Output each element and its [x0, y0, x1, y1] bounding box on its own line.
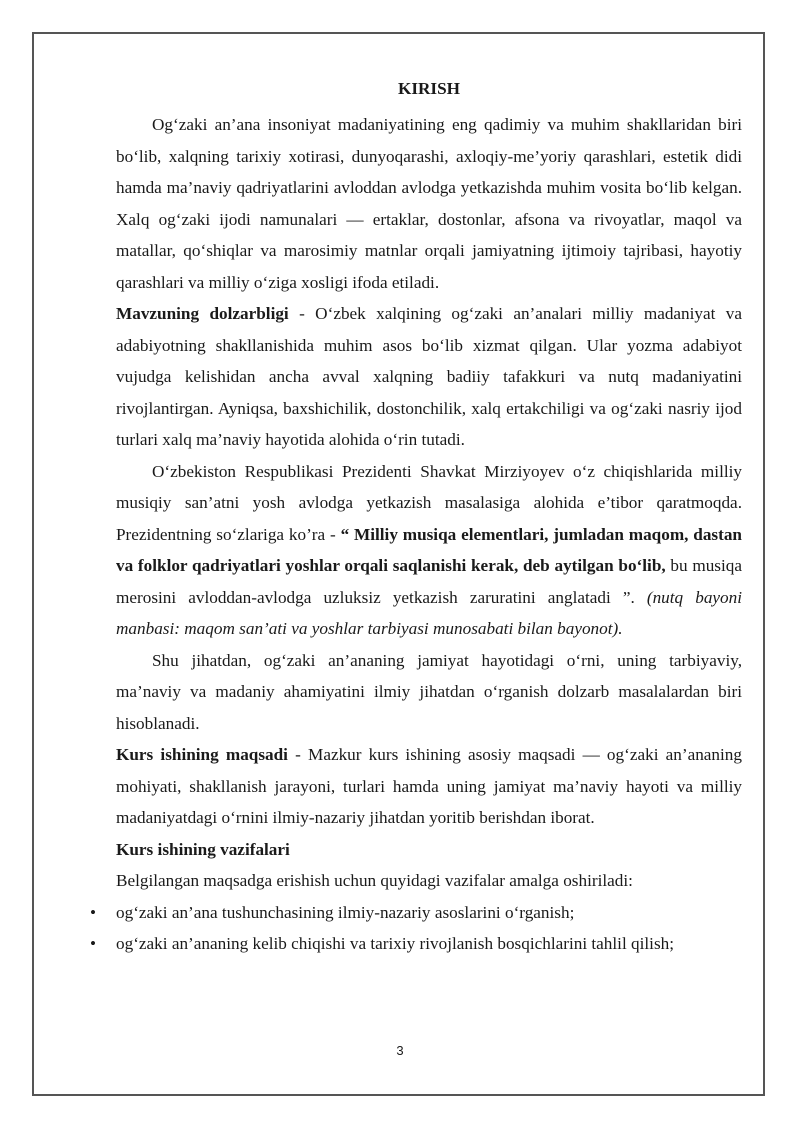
tasks-heading: Kurs ishining vazifalari: [116, 839, 290, 859]
significance-paragraph: Shu jihatdan, og‘zaki an’ananing jamiyat hayotidagi o‘rni, uning tarbiyaviy, ma’naviy va madaniy ahamiyatini ilmiy jihatdan o‘rganish dolzarb masalalardan biri hisoblanadi.: [116, 650, 742, 733]
goal-paragraph: [116, 739, 742, 834]
relevance-paragraph: [116, 298, 742, 456]
list-item: [90, 928, 742, 960]
bullet-icon: •: [90, 934, 97, 953]
list-item: [90, 897, 742, 929]
quote-source-note: (nutq bayoni manbasi: maqom san’ati va yoshlar tarbiyasi munosabati bilan bayonot).: [116, 587, 743, 638]
page-number: 3: [396, 1043, 404, 1058]
goal-heading: Kurs ishining maqsadi: [116, 745, 288, 764]
list-item-text: og‘zaki an’ana tushunchasining ilmiy-nazariy asoslarini o‘rganish;: [116, 902, 575, 922]
quote-bold-text: “ Milliy musiqa elementlari, jumladan maqom, dastan va folklor qadriyatlari yoshlar orqali saqlanishi kerak, deb aytilgan bo‘lib,: [116, 524, 742, 575]
relevance-heading: Mavzuning dolzarbligi: [116, 304, 289, 323]
bullet-icon: •: [90, 902, 97, 922]
tasks-list: [90, 897, 742, 960]
goal-text: - Mazkur kurs ishining asosiy maqsadi — og‘zaki an’ananing mohiyati, shakllanish jarayoni, turlari hamda uning jamiyat ma’naviy hayoti va milliy madaniyatdagi o‘rnini ilmiy-nazariy jihatdan yoritib berishdan iborat.: [116, 745, 742, 827]
tasks-intro: Belgilangan maqsadga erishish uchun quyidagi vazifalar amalga oshiriladi:: [116, 871, 633, 890]
page-title: KIRISH: [397, 79, 461, 98]
document-body: [90, 74, 743, 960]
quote-lead-text: O‘zbekiston Respublikasi Prezidenti Shavkat Mirziyoyev o‘z chiqishlarida milliy musiqiy san’atni yosh avlodga yetkazish masalasiga alohida e’tibor qaratmoqda. Prezidentning so‘zlariga ko’ra -: [116, 461, 742, 544]
list-item-text: og‘zaki an’ananing kelib chiqishi va tarixiy rivojlanish bosqichlarini tahlil qilish;: [116, 934, 674, 953]
intro-paragraph: Og‘zaki an’ana insoniyat madaniyatining eng qadimiy va muhim shakllaridan biri bo‘lib, xalqning tarixiy xotirasi, dunyoqarashi, axloqiy-me’yoriy qarashlari, estetik didi hamda ma’naviy qadriyatlarini avloddan avlodga yetkazishda muhim vosita bo‘lib kelgan. Xalq og‘zaki ijodi namunalari — ertaklar, dostonlar, afsona va rivoyatlar, maqol va matallar, qo‘shiqlar va marosimiy matnlar orqali jamiyatning ijtimoiy tajribasi, hayotiy qarashlari va milliy o‘ziga xosligi ifoda etiladi.: [116, 115, 742, 292]
president-quote-paragraph: [116, 456, 742, 645]
relevance-text: - O‘zbek xalqining og‘zaki an’analari milliy madaniyat va adabiyotning shakllanishida muhim asos bo‘lib xizmat qilgan. Ular yozma adabiyot vujudga kelishidan ancha avval xalqning badiiy tafakkuri va nutq madaniyatini rivojlantirgan. Ayniqsa, baxshichilik, dostonchilik, xalq ertakchiligi va og‘zaki nasriy ijod turlari xalq ma’naviy hayotida alohida o‘rin tutadi.: [116, 304, 743, 449]
quote-trail-text: bu musiqa merosini avloddan-avlodga uzluksiz yetkazish zaruratini anglatadi ”.: [116, 556, 742, 607]
